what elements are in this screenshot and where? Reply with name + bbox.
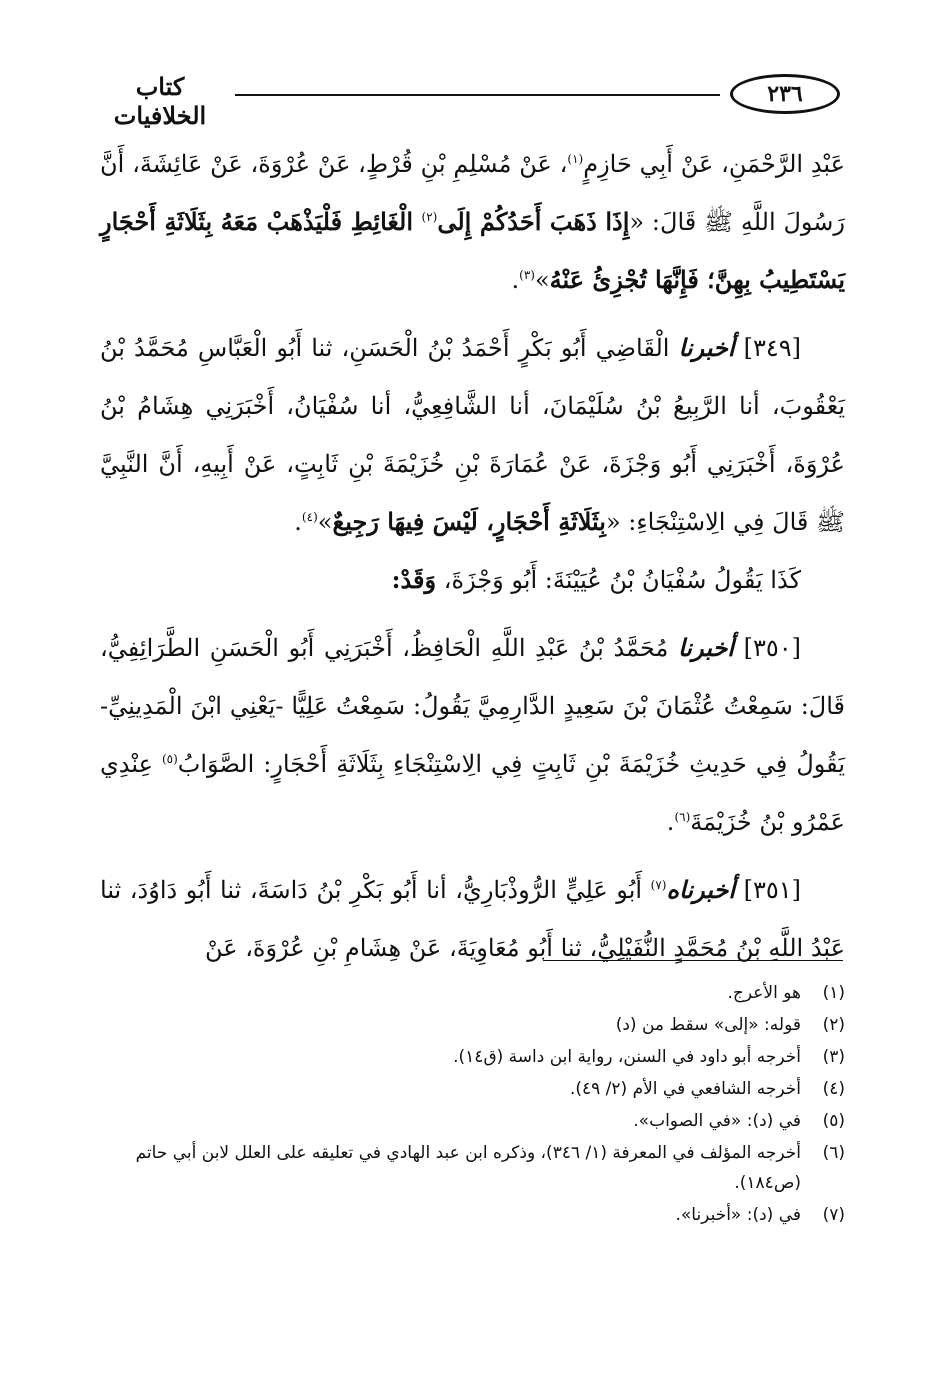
page-number: ٢٣٦	[730, 74, 840, 114]
book-title: كتاب الخلافيات	[113, 72, 207, 130]
footnote-number: (٥)	[822, 1111, 845, 1131]
text-span: عِنْدِي عَمْرُو بْنُ خُزَيْمَةَ	[100, 750, 845, 836]
footnote-number: (٣)	[822, 1047, 845, 1067]
hadith-number: [٣٥١]	[735, 876, 801, 904]
text-span: أَبُو عَلِيٍّ الرُّوذْبَارِيُّ، أنا أَبُو بَكْرِ بْنُ دَاسَةَ، ثنا أَبُو دَاوُدَ، ثنا عَبْدُ اللَّهِ بْنُ مُحَمَّدٍ النُّفَيْلِيُّ، ثنا أَبُو مُعَاوِيَةَ، عَنْ هِشَامِ بْنِ عُرْوَةَ، عَنْ	[100, 876, 845, 962]
footnote-number: (٦)	[822, 1143, 845, 1163]
footnote-ref[interactable]: (٥)	[161, 752, 178, 766]
hadith-number: [٣٥٠]	[733, 634, 801, 662]
narration-keyword: أخبرناه	[666, 875, 736, 904]
footnote-number: (٢)	[822, 1015, 845, 1035]
paragraph-349-note	[100, 551, 845, 609]
text-span: الْقَاضِي أَبُو بَكْرٍ أَحْمَدُ بْنُ الْحَسَنِ، ثنا أَبُو الْعَبَّاسِ مُحَمَّدُ بْنُ يَعْقُوبَ، أنا الرَّبِيعُ بْنُ سُلَيْمَانَ، أنا الشَّافِعِيُّ، أنا سُفْيَانُ، أَخْبَرَنِي هِشَامُ بْنُ عُرْوَةَ، أَخْبَرَنِي أَبُو وَجْزَةَ، عَنْ عُمَارَةَ بْنِ خُزَيْمَةَ بْنِ ثَابِتٍ، عَنْ أَبِيهِ، أَنَّ النَّبِيَّ ﷺ قَالَ فِي الِاسْتِنْجَاءِ: «	[100, 334, 845, 536]
footnote-text: أخرجه المؤلف في المعرفة (١/ ٣٤٦)، وذكره ابن عبد الهادي في تعليقه على العلل لابن أبي حاتم (ص١٨٤).	[135, 1143, 801, 1193]
paragraph-350	[100, 619, 845, 851]
hadith-number: [٣٤٩]	[734, 334, 801, 362]
footnote-ref[interactable]: (٦)	[674, 810, 691, 824]
main-text	[100, 135, 845, 977]
footnote-item	[100, 1138, 845, 1198]
footnote-number: (٧)	[822, 1205, 845, 1225]
header-rule	[235, 94, 720, 96]
footnote-ref[interactable]: (٣)	[519, 268, 535, 282]
page-header	[95, 70, 840, 130]
text-span: .	[294, 508, 302, 536]
text-span: »	[534, 266, 550, 294]
narration-keyword: أخبرنا	[677, 633, 734, 662]
text-span: ، عَنْ مُسْلِمِ بْنِ قُرْطٍ، عَنْ عُرْوَةَ، عَنْ عَائِشَةَ، أَنَّ رَسُولَ اللَّهِ ﷺ قَالَ: «	[100, 150, 846, 236]
footnote-text: في (د): «أخبرنا».	[675, 1205, 801, 1225]
footnote-item	[100, 1200, 845, 1230]
footnote-divider	[543, 960, 843, 961]
footnote-number: (١)	[822, 983, 845, 1003]
hadith-text: الْغَائِطِ فَلْيَذْهَبْ مَعَهُ بِثَلَاثَةِ أَحْجَارٍ يَسْتَطِيبُ بِهِنَّ؛ فَإِنَّهَا تُجْزِئُ عَنْهُ	[100, 207, 845, 294]
text-span: مُحَمَّدُ بْنُ عَبْدِ اللَّهِ الْحَافِظُ، أَخْبَرَنِي أَبُو الْحَسَنِ الطَّرَائِفِيُّ، قَالَ: سَمِعْتُ عُثْمَانَ بْنَ سَعِيدٍ الدَّارِمِيَّ يَقُولُ: سَمِعْتُ عَلِيًّا -يَعْنِي ابْنَ الْمَدِينِيِّ- يَقُولُ فِي حَدِيثِ خُزَيْمَةَ بْنِ ثَابِتٍ فِي الِاسْتِنْجَاءِ بِثَلَاثَةِ أَحْجَارٍ: الصَّوَابُ	[100, 634, 846, 778]
paragraph-349	[100, 319, 845, 551]
text-span: كَذَا يَقُولُ سُفْيَانُ بْنُ عُيَيْنَةَ: أَبُو وَجْزَةَ،	[436, 566, 801, 594]
footnotes	[100, 978, 845, 1232]
footnote-ref[interactable]: (٤)	[301, 510, 318, 524]
footnote-ref[interactable]: (٧)	[650, 878, 667, 892]
text-span: .	[666, 808, 675, 836]
narration-keyword: أخبرنا	[678, 333, 735, 362]
bold-text: وَقَدْ:	[391, 565, 437, 594]
footnote-text: هو الأعرج.	[727, 983, 801, 1003]
text-span: .	[511, 266, 520, 294]
text-span: عَبْدِ الرَّحْمَنِ، عَنْ أَبِي حَازِمٍ	[583, 150, 845, 178]
footnote-ref[interactable]: (٢)	[421, 210, 438, 224]
footnote-item	[100, 1042, 845, 1072]
footnote-item	[100, 1106, 845, 1136]
footnote-item	[100, 978, 845, 1008]
paragraph-continuation	[100, 135, 845, 309]
hadith-text: إِذَا ذَهَبَ أَحَدُكُمْ إِلَى	[437, 207, 630, 236]
footnote-text: أخرجه أبو داود في السنن، رواية ابن داسة (ق١٤).	[453, 1047, 801, 1067]
hadith-text: بِثَلَاثَةِ أَحْجَارٍ، لَيْسَ فِيهَا رَجِيعٌ	[332, 507, 606, 536]
footnote-item	[100, 1010, 845, 1040]
footnote-number: (٤)	[822, 1079, 845, 1099]
footnote-item	[100, 1074, 845, 1104]
footnote-text: في (د): «في الصواب».	[633, 1111, 801, 1131]
footnote-ref[interactable]: (١)	[567, 152, 584, 166]
text-span: »	[317, 508, 333, 536]
footnote-text: قوله: «إلى» سقط من (د)	[615, 1015, 801, 1035]
footnote-text: أخرجه الشافعي في الأم (٢/ ٤٩).	[569, 1079, 801, 1099]
